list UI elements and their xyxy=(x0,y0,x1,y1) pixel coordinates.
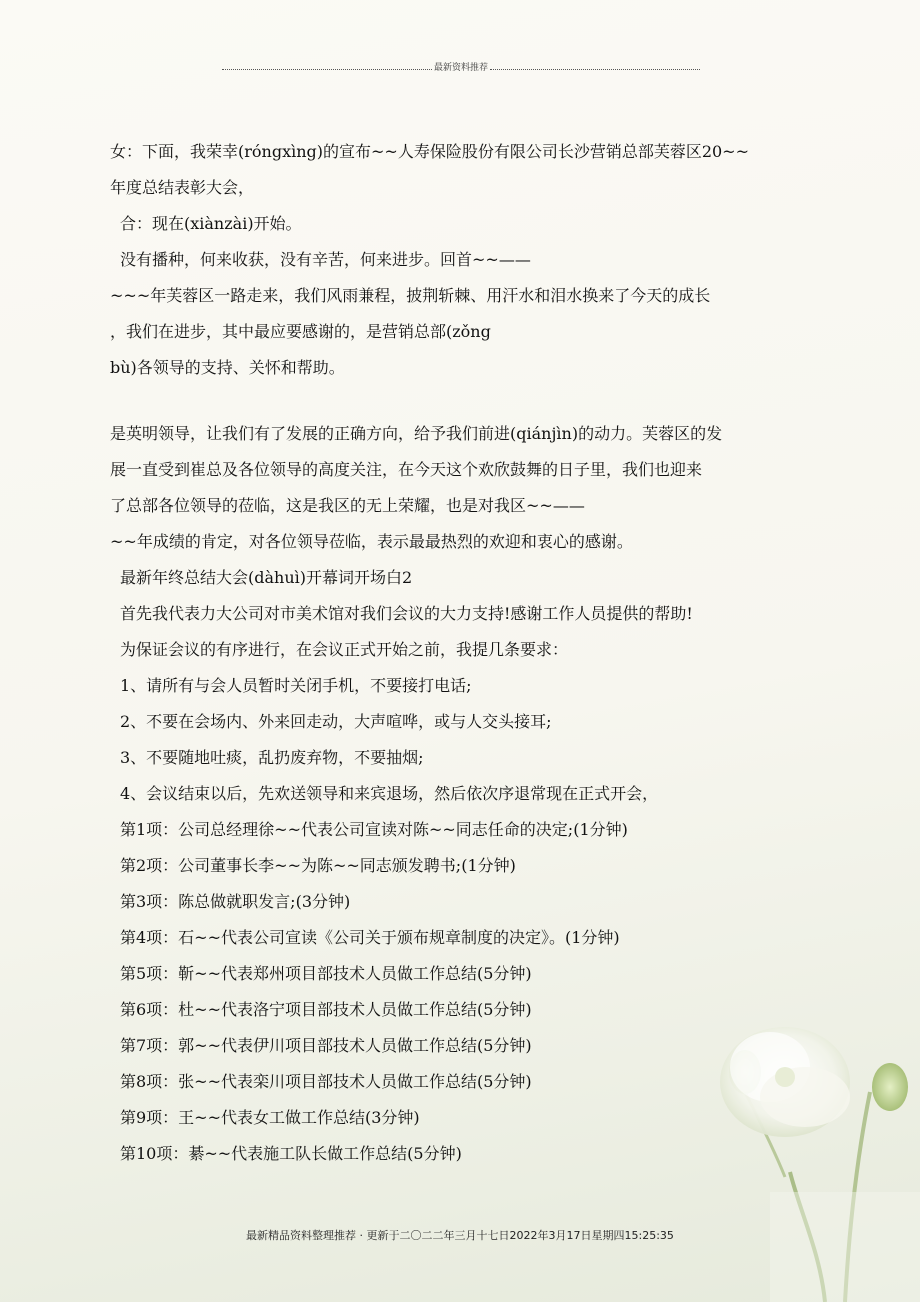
text-line: 第5项：靳~~代表郑州项目部技术人员做工作总结(5分钟) xyxy=(120,964,532,983)
text-line: 展一直受到崔总及各位领导的高度关注，在今天这个欢欣鼓舞的日子里，我们也迎来 xyxy=(110,460,703,479)
flower-decoration-image xyxy=(620,972,920,1302)
text-line: ~~~年芙蓉区一路走来，我们风雨兼程，披荆斩棘、用汗水和泪水换来了今天的成长 xyxy=(110,286,711,305)
header-dots-right xyxy=(490,63,700,70)
text-line: ，我们在进步，其中最应要感谢的，是营销总部(zǒng xyxy=(110,322,491,341)
text-line: 4、会议结束以后，先欢送领导和来宾退场，然后依次序退常现在正式开会， xyxy=(120,784,659,803)
text-line: ~~年成绩的肯定，对各位领导莅临，表示最最热烈的欢迎和衷心的感谢。 xyxy=(110,532,633,551)
text-line: 是英明领导，让我们有了发展的正确方向，给予我们前进(qiánjìn)的动力。芙蓉区的发 xyxy=(110,424,723,443)
text-line: 第1项：公司总经理徐~~代表公司宣读对陈~~同志任命的决定;(1分钟) xyxy=(120,820,628,839)
text-line: 第9项：王~~代表女工做工作总结(3分钟) xyxy=(120,1108,420,1127)
text-line: 2、不要在会场内、外来回走动，大声喧哗，或与人交头接耳; xyxy=(120,712,552,731)
text-line: 了总部各位领导的莅临，这是我区的无上荣耀，也是对我区~~—— xyxy=(110,496,585,515)
text-line: 第8项：张~~代表栾川项目部技术人员做工作总结(5分钟) xyxy=(120,1072,532,1091)
header-title: 最新资料推荐 xyxy=(434,63,489,73)
text-line: 第7项：郭~~代表伊川项目部技术人员做工作总结(5分钟) xyxy=(120,1036,532,1055)
text-line: 最新年终总结大会(dàhuì)开幕词开场白2 xyxy=(120,568,413,587)
text-line: 3、不要随地吐痰，乱扔废弃物，不要抽烟; xyxy=(120,748,424,767)
text-line: 1、请所有与会人员暂时关闭手机，不要接打电话; xyxy=(120,676,472,695)
text-line: 第4项：石~~代表公司宣读《公司关于颁布规章制度的决定》。(1分钟) xyxy=(120,928,620,947)
text-line: 第3项：陈总做就职发言;(3分钟) xyxy=(120,892,351,911)
text-line: 为保证会议的有序进行，在会议正式开始之前，我提几条要求： xyxy=(120,640,569,659)
text-line: 第2项：公司董事长李~~为陈~~同志颁发聘书;(1分钟) xyxy=(120,856,516,875)
text-line: 女：下面，我荣幸(róngxìng)的宣布~~人寿保险股份有限公司长沙营销总部芙蓉区20~~ xyxy=(110,142,749,161)
text-line: 年度总结表彰大会， xyxy=(110,178,255,197)
text-line: bù)各领导的支持、关怀和帮助。 xyxy=(110,358,345,377)
text-line: 首先我代表力大公司对市美术馆对我们会议的大力支持!感谢工作人员提供的帮助! xyxy=(120,604,693,623)
text-line: 合：现在(xiànzài)开始。 xyxy=(120,214,302,233)
page-header xyxy=(222,60,700,73)
page-footer: 最新精品资料整理推荐 · 更新于二〇二二年三月十七日2022年3月17日星期四15:25:35 xyxy=(246,1229,674,1242)
text-line: 没有播种，何来收获，没有辛苦，何来进步。回首~~—— xyxy=(120,250,531,269)
text-line: 第10项：綦~~代表施工队长做工作总结(5分钟) xyxy=(120,1144,462,1163)
header-dots-left xyxy=(222,63,432,70)
text-line: 第6项：杜~~代表洛宁项目部技术人员做工作总结(5分钟) xyxy=(120,1000,532,1019)
